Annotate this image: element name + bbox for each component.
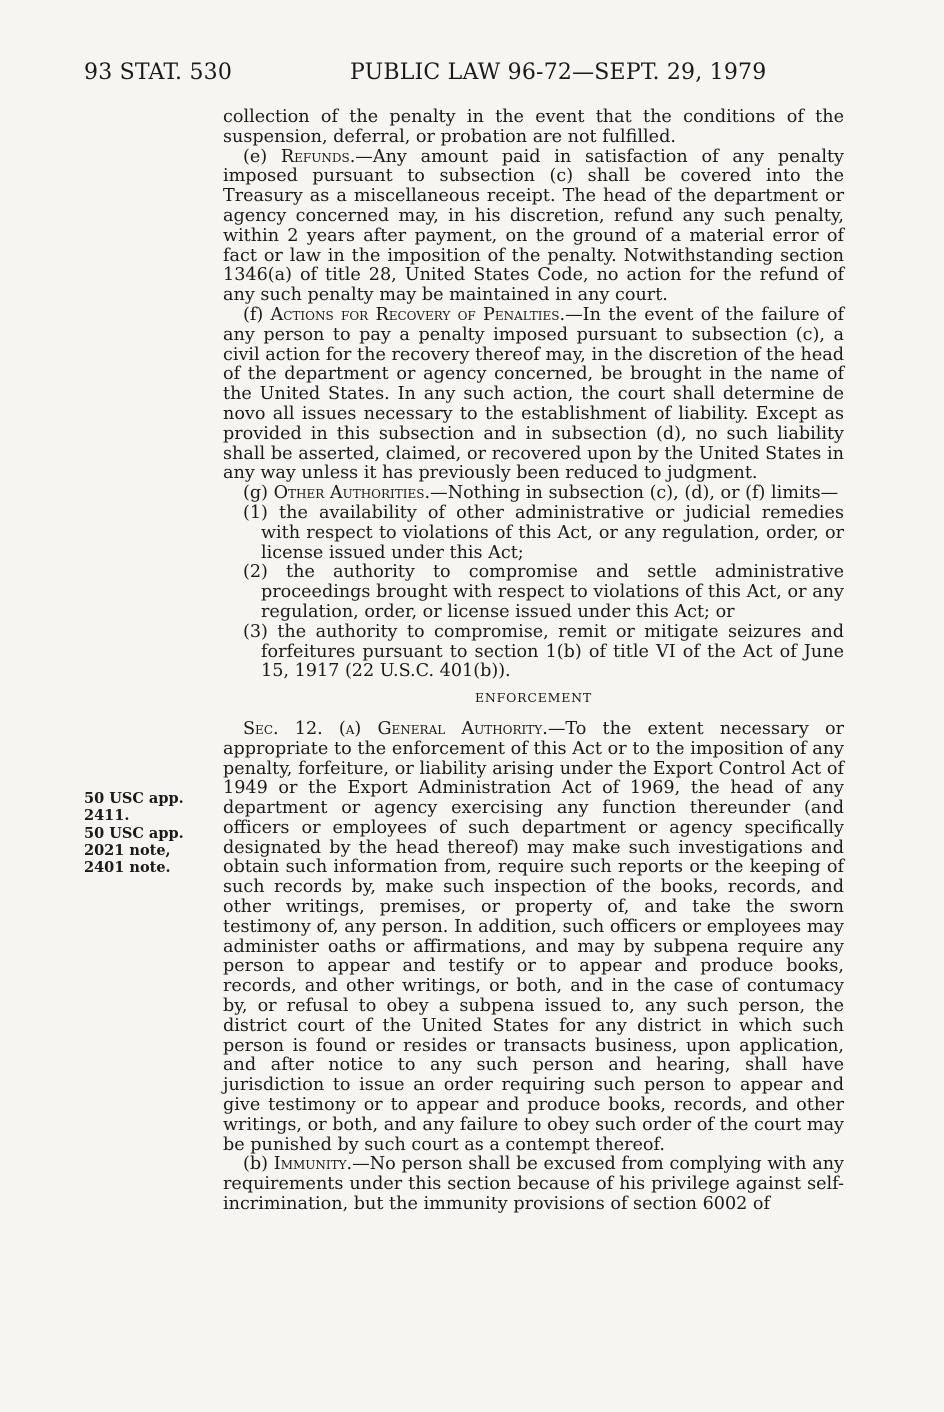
section-heading: ENFORCEMENT [474,690,593,706]
subsection-heading: Other Authorities. [273,483,431,504]
paragraph-item: (3) the authority to compromise, remit or mitigate seizures and forfeitures pursuant to section 1(b) of title VI of the Act of June 15, 1917 (22 U.S.C. 401(b)). [243,621,844,682]
subsection-text: —Nothing in subsection (c), (d), or (f) limits— [430,483,839,504]
running-head: PUBLIC LAW 96-72—SEPT. 29, 1979 [350,60,767,85]
subsection-label: (f) [243,304,264,325]
paragraph-continued: collection of the penalty in the event that the conditions of the suspension, deferral, or probation are not fulfilled. [223,107,844,147]
page-header [0,60,944,90]
main-text [223,108,844,1215]
subsection-g [223,484,844,504]
paragraph-item: (2) the authority to compromise and settle administrative proceedings brought with respect to violations of this Act, or any regulation, order, or license issued under this Act; or [243,562,844,622]
margin-note-citation: 50 USC app. 2411. [84,790,184,824]
stat-page-number: 93 STAT. 530 [84,60,233,85]
subsection-text: —Any amount paid in satisfaction of any penalty imposed pursuant to subsection (c) shall be covered into the Treasury as a miscellaneous receipt. The head of the department or agency concerned may, in his discretion, refund any such penalty, within 2 years after payment, on the ground of a material error of fact or law in the imposition of the penalty. Notwithstanding section 1346(a) of title 28, United States Code, no action for the refund of any such penalty may be maintained in any court. [223,146,845,306]
subsection-heading: Refunds. [280,146,356,167]
margin-note-citation: 50 USC app. 2021 note, 2401 note. [84,825,184,876]
section-12-a [223,720,844,1156]
subsection-e [223,148,844,306]
subsection-text: —To the extent necessary or appropriate to the enforcement of this Act or to the imposition of any penalty, forfeiture, or liability arising under the Export Control Act of 1949 or the Export Administration Act of 1969, the head of any department or agency exercising any function thereunder (and officers or employees of such department or agency specifically designated by the head thereof) may make such investigations and obtain such information from, require such reports or the keeping of such records by, make such inspection of the books, records, and other writings, premises, or property of, and take the sworn testimony of, any person. In addition, such officers or employees may administer oaths or affirmations, and may by subpena require any person to appear and testify or to appear and produce books, records, and other writings, or both, and in the case of contumacy by, or refusal to obey a subpena issued to, any such person, the district court of the United States for any district in which such person is found or resides or transacts business, upon application, and after notice to any such person and hearing, shall have jurisdiction to issue an order requiring such person to appear and give testimony or to appear and produce books, records, and other writings, or both, and any failure to obey such order of the court may be punished by such court as a contempt thereof. [223,718,844,1155]
subsection-label: (b) [243,1154,268,1175]
subsection-label: (e) [243,146,268,167]
subsection-f [223,306,844,484]
subsection-text: —In the event of the failure of any person to pay a penalty imposed pursuant to subsection (c), a civil action for the recovery thereof may, in the discretion of the head of the department or agency concerned, be brought in the name of the United States. In any such action, the court shall determine de novo all issues necessary to the establishment of liability. Except as provided in this subsection and in subsection (d), no such liability shall be asserted, claimed, or recovered upon by the United States in any way unless it has previously been reduced to judgment. [223,304,844,484]
section-label: Sec. 12. (a) [243,718,362,739]
subsection-label: (g) [243,483,268,504]
subsection-b [223,1155,844,1214]
subsection-text: —No person shall be excused from complying with any requirements under this section because of his privilege against self-incrimination, but the immunity provisions of section 6002 of [223,1154,844,1215]
paragraph-item: (1) the availability of other administrative or judicial remedies with respect to violations of this Act, or any regulation, order, or license issued under this Act; [243,502,844,563]
subsection-heading: Immunity. [273,1154,353,1175]
subsection-heading: Actions for Recovery of Penalties. [270,304,566,325]
subsection-heading: General Authority. [377,718,548,739]
